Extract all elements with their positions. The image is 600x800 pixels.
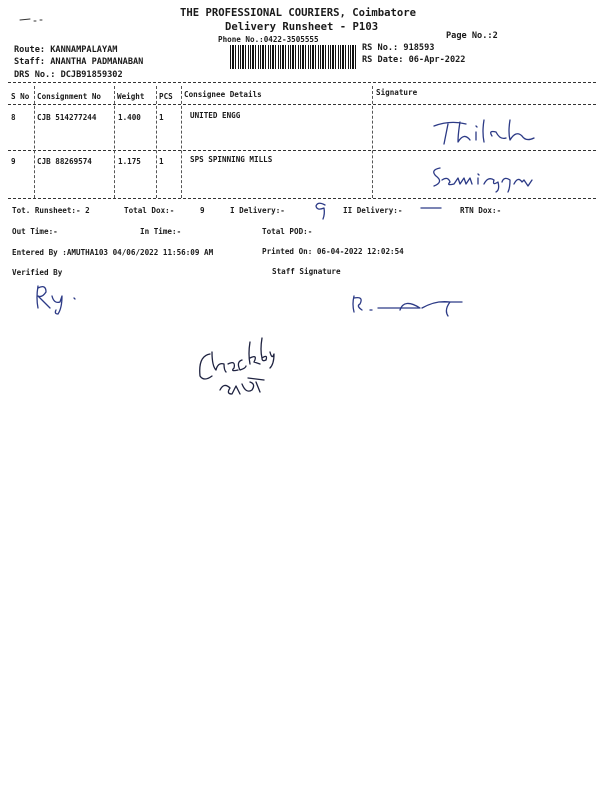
column-divider: [34, 86, 35, 198]
total-pod: Total POD:-: [262, 227, 313, 236]
row-pcs: 1: [159, 113, 164, 122]
verified-by-label: Verified By: [12, 268, 63, 277]
column-header: Consignment No: [37, 92, 102, 101]
recipient-signature-1: [430, 116, 540, 150]
handwritten-dash: [418, 205, 444, 211]
out-time: Out Time:-: [12, 227, 58, 236]
total-dox-label: Total Dox:-: [124, 206, 175, 215]
entered-by: Entered By :AMUTHA103 04/06/2022 11:56:09 AM: [12, 248, 214, 257]
column-divider: [156, 86, 157, 198]
column-header: S No: [11, 92, 30, 101]
page-number: Page No.:2: [446, 31, 498, 41]
row-consignee: UNITED ENGG: [190, 111, 241, 120]
column-divider: [372, 86, 373, 198]
ii-delivery-label: II Delivery:-: [343, 206, 403, 215]
row-consignee: SPS SPINNING MILLS: [190, 155, 273, 164]
checked-by-annotation: [190, 332, 280, 404]
column-header: PCS: [159, 92, 173, 101]
document-title: Delivery Runsheet - P103: [225, 21, 379, 33]
handwritten-nine: [312, 200, 330, 220]
company-name: THE PROFESSIONAL COURIERS, Coimbatore: [180, 7, 416, 19]
verifier-signature: [30, 280, 90, 316]
rtn-dox-label: RTN Dox:-: [460, 206, 502, 215]
staff-name: Staff: ANANTHA PADMANABAN: [14, 57, 144, 67]
row-pcs: 1: [159, 157, 164, 166]
row-sno: 8: [11, 113, 16, 122]
row-consignment: CJB 514277244: [37, 113, 97, 122]
column-header: Weight: [117, 92, 145, 101]
row-sno: 9: [11, 157, 16, 166]
staff-signature: [348, 290, 466, 318]
table-bottom-rule: [8, 198, 596, 199]
rs-date: RS Date: 06-Apr-2022: [362, 55, 466, 65]
recipient-signature-2: [428, 162, 538, 194]
printed-on: Printed On: 06-04-2022 12:02:54: [262, 247, 404, 256]
column-header: Consignee Details: [184, 90, 262, 99]
rs-number: RS No.: 918593: [362, 43, 435, 53]
phone-number: Phone No.:0422-3505555: [218, 35, 319, 44]
row-consignment: CJB 88269574: [37, 157, 92, 166]
drs-number: DRS No.: DCJB91859302: [14, 70, 123, 80]
column-divider: [114, 86, 115, 198]
corner-mark-icon: [18, 14, 48, 24]
column-header: Signature: [376, 88, 418, 97]
table-top-rule: [8, 82, 596, 83]
in-time: In Time:-: [140, 227, 182, 236]
total-runsheet: Tot. Runsheet:- 2: [12, 206, 90, 215]
barcode: [230, 45, 358, 69]
header-bottom-rule: [8, 104, 596, 105]
column-divider: [181, 86, 182, 198]
row-divider: [8, 150, 596, 151]
total-dox-value: 9: [200, 206, 205, 215]
row-weight: 1.175: [118, 157, 141, 166]
row-weight: 1.400: [118, 113, 141, 122]
i-delivery-label: I Delivery:-: [230, 206, 285, 215]
staff-signature-label: Staff Signature: [272, 267, 341, 276]
route: Route: KANNAMPALAYAM: [14, 45, 118, 55]
